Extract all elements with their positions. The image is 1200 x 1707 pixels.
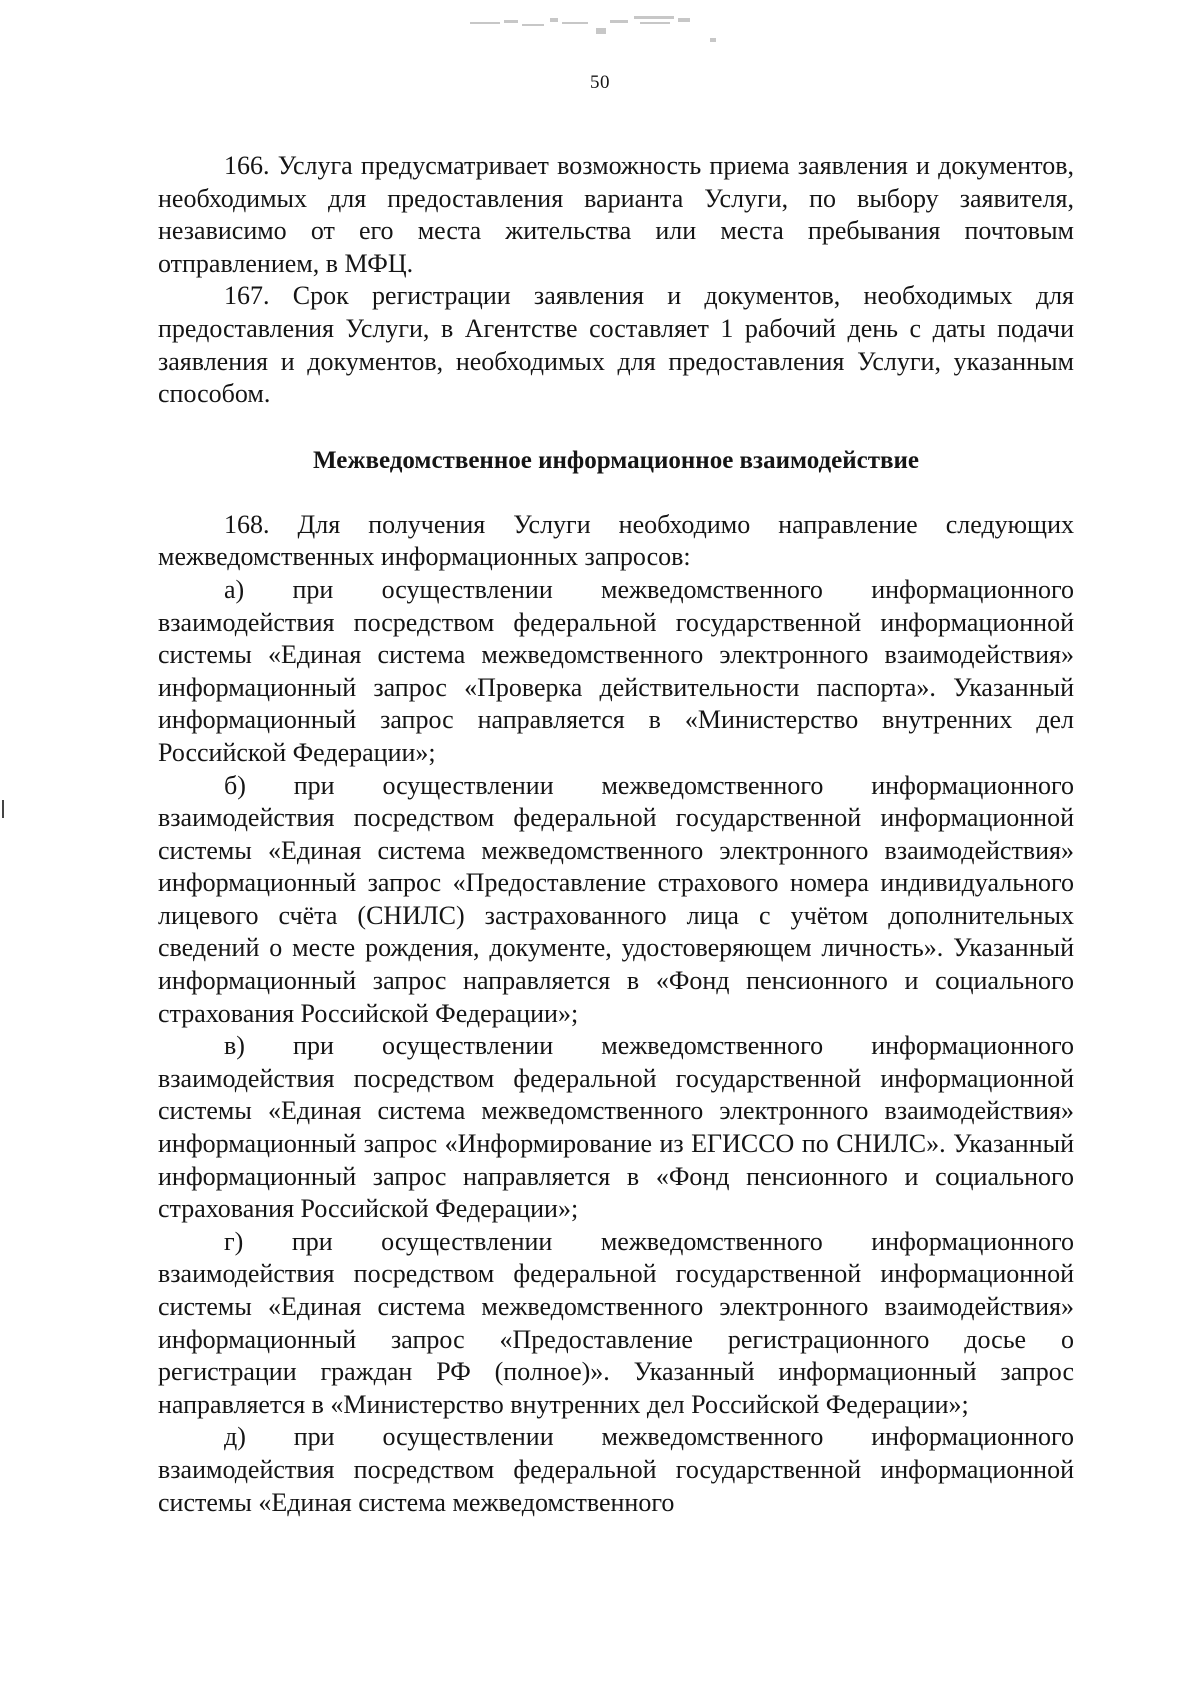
paragraph-168: 168. Для получения Услуги необходимо направление следующих межведомственных информационных запросов: [158, 509, 1074, 572]
document-body [158, 150, 1074, 1519]
list-item-a: а) при осуществлении межведомственного информационного взаимодействия посредством федеральной государственной информационной системы «Единая система межведомственного электронного взаимодействия» информационный запрос «Проверка действительности паспорта». Указанный информационный запрос направляется в «Министерство внутренних дел Российской Федерации»; [158, 574, 1074, 767]
paragraph-167: 167. Срок регистрации заявления и документов, необходимых для предоставления Услуги, в Агентстве составляет 1 рабочий день с даты подачи заявления и документов, необходимых для предоставления Услуги, указанным способом. [158, 281, 1074, 409]
section-heading: Межведомственное информационное взаимодействие [313, 446, 919, 474]
scan-edge-mark [2, 800, 4, 818]
paragraph-166: 166. Услуга предусматривает возможность приема заявления и документов, необходимых для предоставления варианта Услуги, по выбору заявителя, независимо от его места жительства или места пребывания почтовым отправлением, в МФЦ. [158, 151, 1074, 278]
list-item-d: д) при осуществлении межведомственного информационного взаимодействия посредством федеральной государственной информационной системы «Единая система межведомственного [158, 1422, 1074, 1517]
list-item-v: в) при осуществлении межведомственного информационного взаимодействия посредством федеральной государственной информационной системы «Единая система межведомственного электронного взаимодействия» информационный запрос «Информирование из ЕГИССО по СНИЛС». Указанный информационный запрос направляется в «Фонд пенсионного и социального страхования Российской Федерации»; [158, 1031, 1074, 1224]
list-item-g: г) при осуществлении межведомственного информационного взаимодействия посредством федеральной государственной информационной системы «Единая система межведомственного электронного взаимодействия» информационный запрос «Предоставление регистрационного досье о регистрации граждан РФ (полное)». Указанный информационный запрос направляется в «Министерство внутренних дел Российской Федерации»; [158, 1226, 1074, 1419]
page-number: 50 [590, 72, 610, 93]
scan-artifact [460, 8, 740, 48]
list-item-b: б) при осуществлении межведомственного информационного взаимодействия посредством федеральной государственной информационной системы «Единая система межведомственного электронного взаимодействия» информационный запрос «Предоставление страхового номера индивидуального лицевого счёта (СНИЛС) застрахованного лица с учётом дополнительных сведений о месте рождения, документе, удостоверяющем личность». Указанный информационный запрос направляется в «Фонд пенсионного и социального страхования Российской Федерации»; [158, 770, 1074, 1028]
